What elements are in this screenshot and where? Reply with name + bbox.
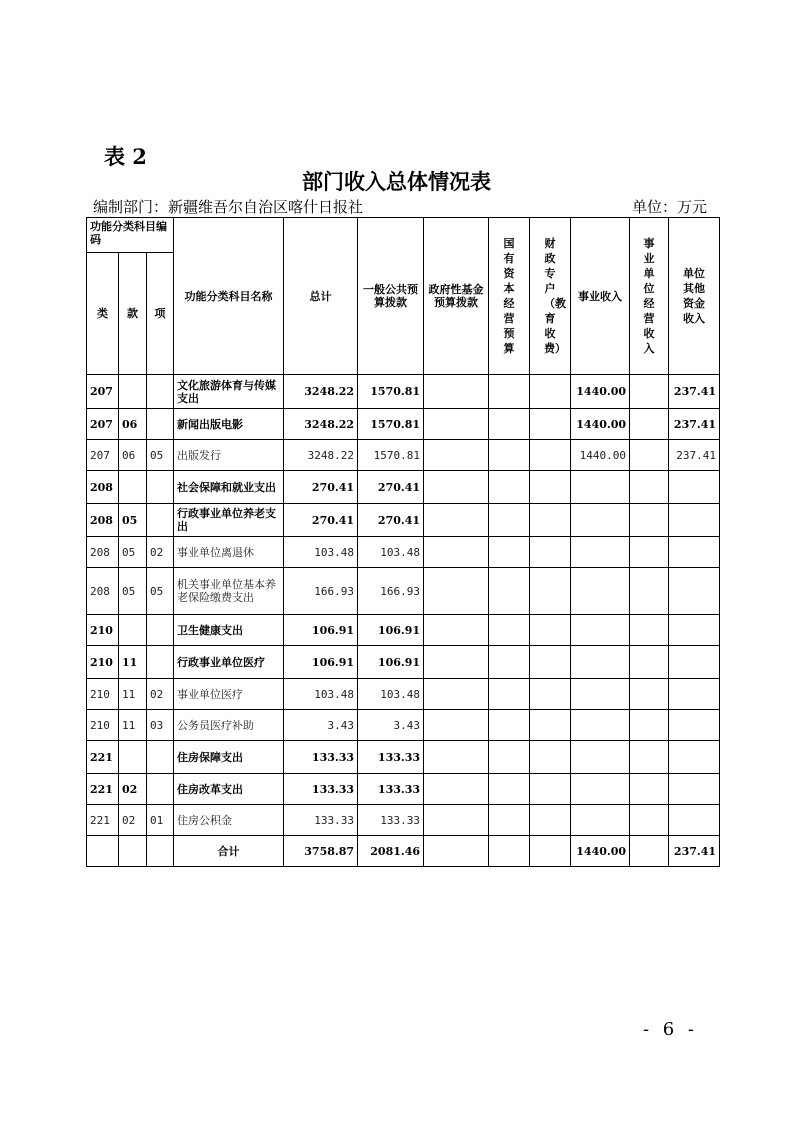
cell-total: 166.93 [284,568,358,615]
cell-empty [630,568,669,615]
cell-empty [424,409,489,440]
cell-empty [424,836,489,867]
table-row [87,679,720,710]
header-fiscal-special: 财政专户（教育收费） [544,237,567,355]
cell-xiang [147,774,174,805]
cell-name: 卫生健康支出 [174,615,284,646]
cell-general: 1570.81 [358,375,424,409]
cell-empty [489,615,530,646]
cell-empty [489,679,530,710]
cell-business: 1440.00 [571,375,630,409]
cell-general: 1570.81 [358,440,424,471]
cell-business [571,471,630,504]
cell-empty [87,836,119,867]
header-category-group: 功能分类科目编码 [87,218,174,253]
cell-kuan: 06 [119,440,147,471]
cell-empty [630,440,669,471]
cell-empty [630,774,669,805]
cell-total: 270.41 [284,504,358,537]
cell-business [571,568,630,615]
cell-total: 3.43 [284,710,358,741]
income-table [86,217,720,867]
cell-business [571,537,630,568]
page-title: 部门收入总体情况表 [302,169,491,194]
cell-name: 事业单位医疗 [174,679,284,710]
cell-xiang: 02 [147,537,174,568]
total-name: 合计 [174,836,284,867]
cell-kuan: 05 [119,504,147,537]
cell-general: 270.41 [358,504,424,537]
cell-name: 行政事业单位养老支出 [174,504,284,537]
cell-empty [630,375,669,409]
header-name: 功能分类科目名称 [174,218,284,375]
cell-empty [630,409,669,440]
cell-empty [489,646,530,679]
cell-name: 公务员医疗补助 [174,710,284,741]
department-line: 编制部门：新疆维吾尔自治区喀什日报社 [93,198,364,216]
cell-business [571,710,630,741]
cell-name: 事业单位离退休 [174,537,284,568]
table-row [87,568,720,615]
total-general: 2081.46 [358,836,424,867]
page-number: - 6 - [642,1019,698,1040]
cell-other [669,646,720,679]
cell-kuan: 05 [119,537,147,568]
cell-kuan [119,741,147,774]
table-row [87,440,720,471]
header-xiang: 项 [147,253,174,375]
cell-other [669,710,720,741]
cell-empty [424,504,489,537]
cell-xiang [147,741,174,774]
cell-general: 3.43 [358,710,424,741]
cell-total: 3248.22 [284,440,358,471]
cell-empty [530,741,571,774]
cell-total: 106.91 [284,646,358,679]
table-row [87,375,720,409]
cell-kuan: 11 [119,710,147,741]
cell-lei: 207 [87,409,119,440]
cell-empty [530,471,571,504]
cell-lei: 210 [87,679,119,710]
cell-total: 270.41 [284,471,358,504]
cell-general: 103.48 [358,679,424,710]
cell-general: 133.33 [358,805,424,836]
cell-kuan: 02 [119,805,147,836]
cell-empty [119,836,147,867]
cell-lei: 210 [87,615,119,646]
cell-total: 3248.22 [284,409,358,440]
cell-lei: 207 [87,375,119,409]
header-business-income: 事业收入 [571,218,630,375]
cell-xiang: 03 [147,710,174,741]
table-row [87,805,720,836]
cell-other [669,504,720,537]
cell-xiang [147,615,174,646]
cell-other [669,568,720,615]
cell-empty [630,646,669,679]
cell-empty [530,409,571,440]
cell-empty [530,710,571,741]
cell-name: 社会保障和就业支出 [174,471,284,504]
cell-kuan [119,375,147,409]
unit-line: 单位：万元 [631,198,707,216]
cell-other: 237.41 [669,409,720,440]
cell-lei: 208 [87,537,119,568]
cell-empty [147,836,174,867]
cell-empty [424,615,489,646]
cell-empty [489,375,530,409]
cell-other [669,471,720,504]
cell-empty [630,471,669,504]
cell-empty [424,537,489,568]
cell-total: 133.33 [284,774,358,805]
cell-empty [630,537,669,568]
cell-other [669,679,720,710]
cell-name: 行政事业单位医疗 [174,646,284,679]
cell-empty [530,774,571,805]
cell-general: 106.91 [358,615,424,646]
cell-xiang: 05 [147,568,174,615]
cell-empty [530,805,571,836]
cell-empty [489,774,530,805]
cell-name: 机关事业单位基本养老保险缴费支出 [174,568,284,615]
header-operating-income: 事业单位经营收入 [643,237,655,355]
table-row [87,537,720,568]
cell-empty [530,440,571,471]
cell-business [571,504,630,537]
cell-kuan: 05 [119,568,147,615]
table-row [87,710,720,741]
cell-total: 133.33 [284,805,358,836]
cell-empty [630,679,669,710]
cell-empty [489,741,530,774]
cell-business: 1440.00 [571,409,630,440]
cell-business [571,774,630,805]
cell-kuan: 11 [119,679,147,710]
header-fund-budget: 政府性基金预算拨款 [424,218,489,375]
cell-name: 住房保障支出 [174,741,284,774]
cell-business [571,741,630,774]
cell-total: 3248.22 [284,375,358,409]
cell-business [571,805,630,836]
cell-empty [424,375,489,409]
cell-empty [489,805,530,836]
cell-general: 103.48 [358,537,424,568]
cell-name: 出版发行 [174,440,284,471]
cell-total: 103.48 [284,679,358,710]
cell-xiang: 02 [147,679,174,710]
table-row [87,504,720,537]
header-general-budget: 一般公共预算拨款 [358,218,424,375]
header-kuan: 款 [119,253,147,375]
cell-name: 文化旅游体育与传媒支出 [174,375,284,409]
cell-lei: 207 [87,440,119,471]
table-row [87,646,720,679]
cell-empty [424,679,489,710]
cell-empty [630,710,669,741]
cell-general: 270.41 [358,471,424,504]
header-state-capital: 国有资本经营预算 [503,237,515,355]
cell-empty [489,537,530,568]
cell-empty [530,679,571,710]
cell-empty [424,741,489,774]
cell-lei: 221 [87,741,119,774]
cell-business [571,679,630,710]
cell-empty [530,836,571,867]
cell-empty [424,774,489,805]
cell-empty [489,504,530,537]
cell-kuan: 02 [119,774,147,805]
table-row [87,409,720,440]
cell-kuan: 06 [119,409,147,440]
cell-lei: 221 [87,774,119,805]
cell-business: 1440.00 [571,440,630,471]
cell-empty [489,836,530,867]
cell-business [571,646,630,679]
cell-xiang [147,504,174,537]
table-row [87,774,720,805]
cell-lei: 208 [87,568,119,615]
cell-empty [530,375,571,409]
cell-total: 106.91 [284,615,358,646]
cell-empty [489,440,530,471]
cell-empty [530,615,571,646]
cell-other [669,774,720,805]
cell-lei: 210 [87,646,119,679]
cell-xiang [147,646,174,679]
total-total: 3758.87 [284,836,358,867]
cell-general: 133.33 [358,741,424,774]
cell-other [669,537,720,568]
cell-empty [530,504,571,537]
cell-xiang: 05 [147,440,174,471]
header-total: 总计 [284,218,358,375]
table-row [87,615,720,646]
cell-empty [424,471,489,504]
total-row [87,836,720,867]
cell-other [669,615,720,646]
total-business: 1440.00 [571,836,630,867]
table-row [87,741,720,774]
table-label: 表 2 [104,144,147,169]
cell-xiang [147,375,174,409]
cell-empty [630,504,669,537]
cell-other: 237.41 [669,440,720,471]
table-row [87,471,720,504]
cell-lei: 210 [87,710,119,741]
header-other-income: 单位其他资金收入 [683,267,706,325]
cell-other [669,741,720,774]
cell-total: 133.33 [284,741,358,774]
cell-empty [630,805,669,836]
cell-business [571,615,630,646]
cell-name: 新闻出版电影 [174,409,284,440]
cell-empty [530,646,571,679]
cell-kuan: 11 [119,646,147,679]
cell-general: 133.33 [358,774,424,805]
cell-empty [489,409,530,440]
cell-general: 166.93 [358,568,424,615]
cell-xiang [147,471,174,504]
cell-other: 237.41 [669,375,720,409]
cell-xiang: 01 [147,805,174,836]
cell-other [669,805,720,836]
cell-empty [530,568,571,615]
cell-empty [489,471,530,504]
header-lei: 类 [87,253,119,375]
cell-lei: 221 [87,805,119,836]
cell-empty [630,741,669,774]
cell-empty [424,568,489,615]
total-other: 237.41 [669,836,720,867]
cell-empty [424,440,489,471]
cell-name: 住房公积金 [174,805,284,836]
cell-empty [424,646,489,679]
cell-general: 1570.81 [358,409,424,440]
cell-general: 106.91 [358,646,424,679]
cell-kuan [119,471,147,504]
cell-name: 住房改革支出 [174,774,284,805]
cell-lei: 208 [87,504,119,537]
cell-total: 103.48 [284,537,358,568]
cell-kuan [119,615,147,646]
cell-empty [630,836,669,867]
cell-lei: 208 [87,471,119,504]
cell-empty [530,537,571,568]
cell-xiang [147,409,174,440]
cell-empty [630,615,669,646]
cell-empty [489,710,530,741]
cell-empty [424,710,489,741]
cell-empty [424,805,489,836]
cell-empty [489,568,530,615]
